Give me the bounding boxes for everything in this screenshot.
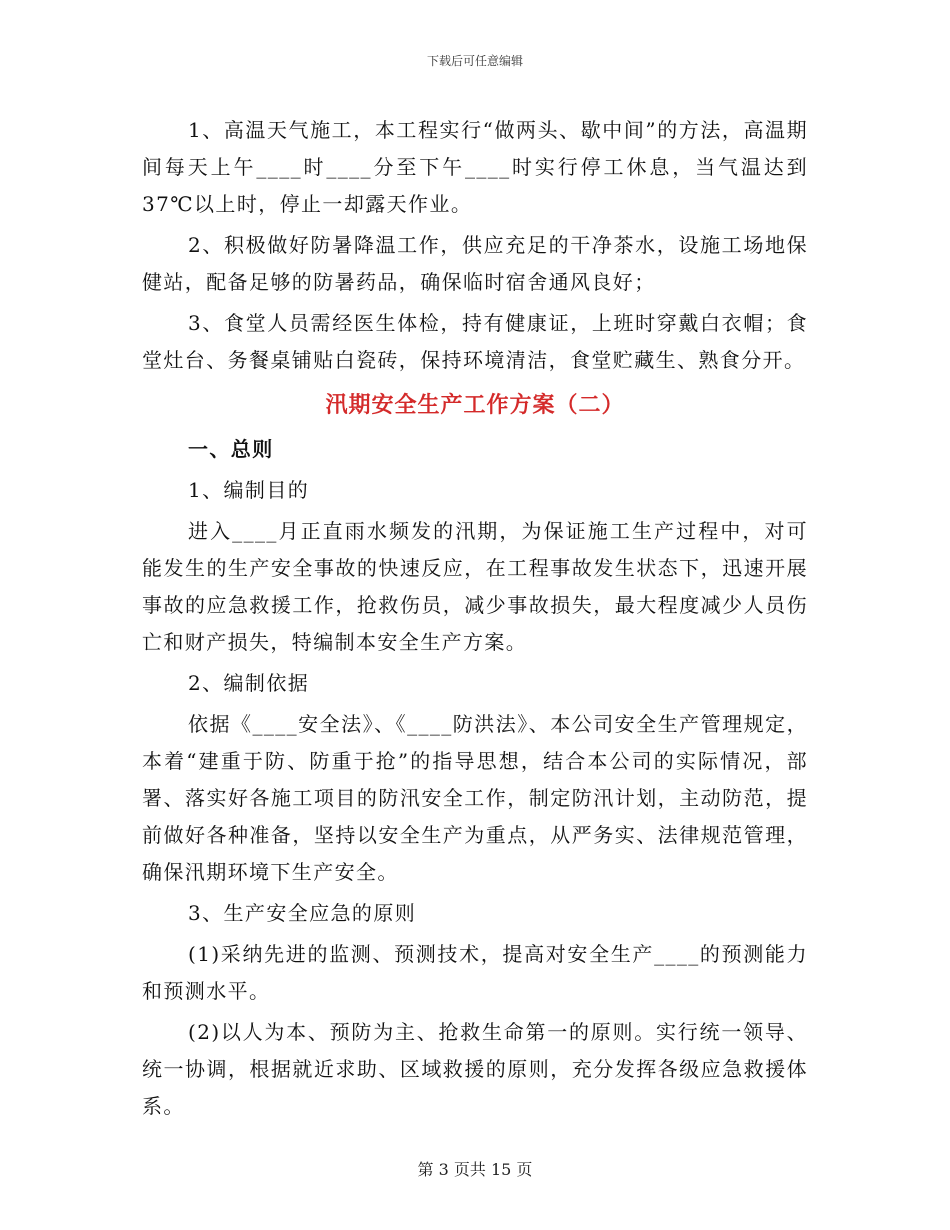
- subheading-purpose: 1、编制目的: [188, 478, 310, 502]
- page-footer: 第 3 页共 15 页: [417, 1160, 533, 1179]
- paragraph-heat-prevention: 2、积极做好防暑降温工作，供应充足的干净茶水，设施工场地保健站，配备足够的防暑药品，确保临时宿舍通风良好；: [142, 233, 808, 294]
- page-header: 下载后可任意编辑: [426, 54, 523, 68]
- principle-item-1: (1)采纳先进的监测、预测技术，提高对安全生产____的预测能力和预测水平。: [142, 942, 808, 1003]
- document-title: 汛期安全生产工作方案（二）: [325, 392, 625, 418]
- paragraph-basis: 依据《____安全法》、《____防洪法》、本公司安全生产管理规定，本着“建重于防、防重于抢”的指导思想，结合本公司的实际情况，部署、落实好各施工项目的防汛安全工作，制定防汛计划，主动防范，提前做好各种准备，坚持以安全生产为重点，从严务实、法律规范管理，确保汛期环境下生产安全。: [142, 712, 808, 884]
- paragraph-canteen: 3、食堂人员需经医生体检，持有健康证，上班时穿戴白衣帽；食堂灶台、务餐桌铺贴白瓷砖，保持环境清洁，食堂贮藏生、熟食分开。: [142, 311, 808, 372]
- document-body: [142, 112, 808, 1125]
- paragraph-high-temperature: 1、高温天气施工，本工程实行“做两头、歇中间”的方法，高温期间每天上午____时____分至下午____时实行停工休息，当气温达到37℃以上时，停止一却露天作业。: [142, 118, 808, 216]
- subheading-basis: 2、编制依据: [188, 671, 310, 695]
- paragraph-purpose: 进入____月正直雨水频发的汛期，为保证施工生产过程中，对可能发生的生产安全事故的快速反应，在工程事故发生状态下，迅速开展事故的应急救援工作，抢救伤员，减少事故损失，最大程度减少人员伤亡和财产损失，特编制本安全生产方案。: [142, 519, 808, 654]
- section-heading-general: 一、总则: [188, 437, 274, 461]
- principle-item-2: (2)以人为本、预防为主、抢救生命第一的原则。实行统一领导、统一协调，根据就近求助、区域救援的原则，充分发挥各级应急救援体系。: [142, 1020, 808, 1118]
- subheading-principles: 3、生产安全应急的原则: [188, 901, 417, 925]
